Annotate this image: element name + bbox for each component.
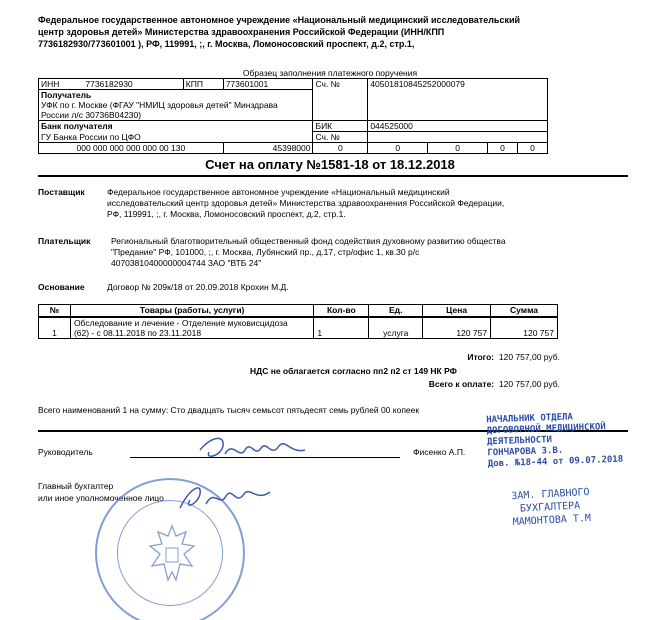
inn-value: 7736182930 [85,79,133,89]
basis-label: Основание [38,282,85,292]
account-value: 40501810845252000079 [368,79,548,90]
department-stamp [486,411,623,471]
recipient-cell [39,90,313,121]
bik-label: БИК [313,121,368,132]
kpp-label: КПП [183,79,223,90]
grand-total-label: Всего к оплате: [428,379,495,389]
amount-in-words: Всего наименований 1 на сумму: Сто двадцать тысяч семьсот пятьдесят семь рублей 00 копеек [38,405,420,415]
code-3: 0 [313,143,368,154]
row-sum: 120 757 [491,317,558,339]
row-name-line-1: Обследование и лечение - Отделение муковисцидоза [73,317,288,328]
basis-value: Договор № 209к/18 от 20.09.2018 Крохин М.Д. [107,282,289,292]
inn-label: ИНН [41,79,60,89]
payer-details [111,236,571,269]
col-header-unit: Ед. [369,305,423,317]
total-line [467,352,560,362]
bik-value: 044525000 [368,121,548,132]
payment-sample-title: Образец заполнения платежного поручения [242,68,418,78]
table-row [39,317,558,339]
supplier-details [107,187,567,220]
title-underline [38,175,628,177]
stamp2-line-2: БУХГАЛТЕРА [519,500,581,515]
accountant-label-2: или иное уполномоченное лицо [38,493,164,503]
org-line-1: Федеральное государственное автономное учреждение «Национальный медицинский исследовательский [38,15,521,25]
col-header-sum: Сумма [491,305,558,317]
emblem-icon [142,522,202,588]
supplier-label: Поставщик [38,187,85,197]
stamp1-line-2: ДОГОВОРНОЙ МЕДИЦИНСКОЙ [486,422,606,437]
code-6: 0 [488,143,518,154]
recipient-line-1: УФК по г. Москве (ФГАУ "НМИЦ здоровья детей" Минздрава [41,100,278,110]
stamp2-line-1: ЗАМ. ГЛАВНОГО [511,486,590,503]
payer-line-1: Региональный благотворительный общественный фонд содействия духовному развитию общества [111,236,506,246]
org-line-2: центр здоровья детей» Министерства здравоохранения Российской Федерации (ИНН/КПП [38,27,445,37]
grand-total-line [429,379,560,389]
accountant-label-1: Главный бухгалтер [38,481,114,491]
org-header [38,14,578,50]
stamp2-line-3: МАМОНТОВА Т.М [512,512,592,529]
accountant-signature-icon [170,478,280,518]
org-line-3: 7736182930/773601001 ), РФ, 119991, ;, г. Москва, Ломоносовский проспект, д.2, стр.1, [38,39,415,49]
row-num: 1 [39,317,71,339]
stamp1-line-5: Дов. №18-44 от 09.07.2018 [487,454,624,470]
row-unit: услуга [369,317,423,339]
grand-total-value: 120 757,00 руб. [498,379,560,389]
bank-details-table [38,78,548,154]
accountant-stamp [511,486,591,529]
row-price: 120 757 [423,317,491,339]
kpp-value: 773601001 [223,79,313,90]
total-value: 120 757,00 руб. [498,352,560,362]
recipient-label: Получатель [41,90,92,100]
col-header-num: № [39,305,71,317]
account-label: Сч. № [313,79,368,90]
row-name-line-2: (62) - с 08.11.2018 по 23.11.2018 [73,327,202,338]
items-table [38,304,558,339]
head-label: Руководитель [38,447,93,457]
row-name [70,317,313,339]
col-header-price: Цена [423,305,491,317]
stamp1-line-1: НАЧАЛЬНИК ОТДЕЛА [486,412,574,426]
payer-label: Плательщик [38,236,91,246]
bank-value: ГУ Банка России по ЦФО [39,132,313,143]
col-header-goods: Товары (работы, услуги) [70,305,313,317]
row-qty: 1 [314,317,369,339]
inn-cell [39,79,184,90]
stamp1-line-3: ДЕЯТЕЛЬНОСТИ [486,435,553,448]
code-7: 0 [517,143,547,154]
account2-label: Сч. № [313,132,368,143]
code-5: 0 [428,143,488,154]
vat-note: НДС не облагается согласно пп2 п2 ст 149 НК РФ [250,366,457,376]
total-label: Итого: [467,352,495,362]
payer-line-2: "Предание" РФ, 101000, ;, г. Москва, Лубянский пр., д.17, стр/офис 1, кв.30 р/с [111,247,420,257]
code-4: 0 [368,143,428,154]
stamp1-line-4: ГОНЧАРОВА З.В. [487,445,564,459]
supplier-line-1: Федеральное государственное автономное учреждение «Национальный медицинский [107,187,450,197]
code-oktmo: 45398000 [223,143,313,154]
bank-label: Банк получателя [39,121,313,132]
invoice-title: Счет на оплату №1581-18 от 18.12.2018 [205,157,455,172]
col-header-qty: Кол-во [314,305,369,317]
recipient-line-2: России л/с 30736В04230) [41,110,142,120]
payer-line-3: 40703810400000004744 ЗАО "ВТБ 24" [111,258,262,268]
head-signature-icon [195,432,315,468]
code-kbk: 000 000 000 000 000 00 130 [39,143,224,154]
head-name: Фисенко А.П. [413,447,466,457]
supplier-line-3: РФ, 119991, ;, г. Москва, Ломоносовский проспект, д.2, стр.1. [107,209,346,219]
supplier-line-2: исследовательский центр здоровья детей» Министерства здравоохранения Российской Федерации, [107,198,505,208]
